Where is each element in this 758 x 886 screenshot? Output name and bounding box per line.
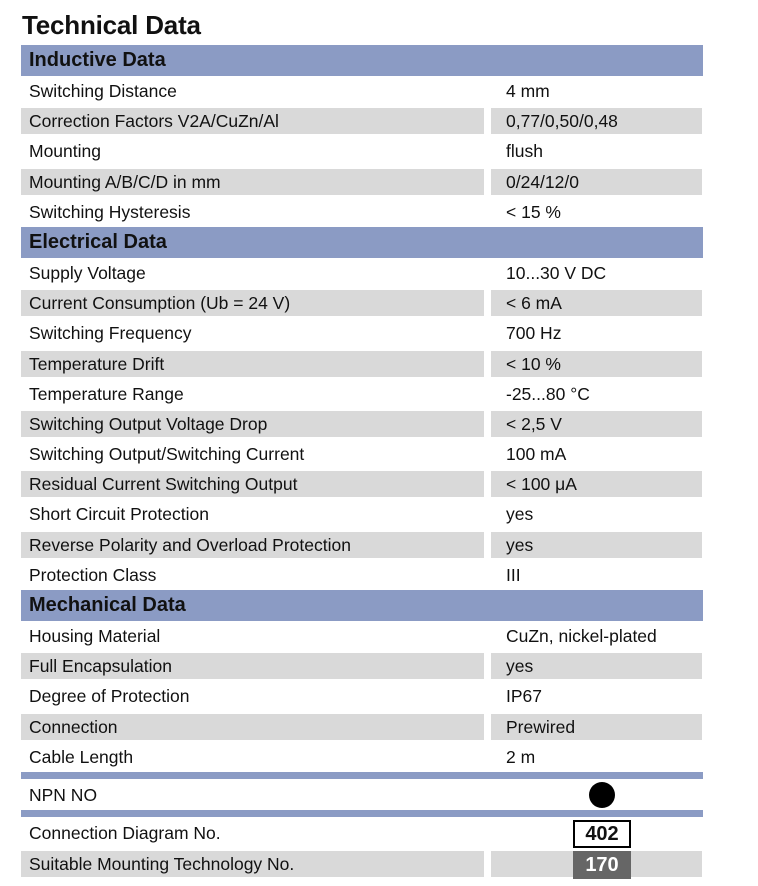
table-row	[21, 621, 703, 651]
row-label: Cable Length	[29, 746, 134, 767]
row-value: 4 mm	[506, 81, 550, 101]
row-label: Mounting A/B/C/D in mm	[21, 169, 484, 195]
row-value: CuZn, nickel-plated	[506, 626, 657, 646]
row-value: yes	[491, 532, 702, 558]
table-row	[21, 76, 703, 106]
row-value: 0,77/0,50/0,48	[491, 108, 702, 134]
mounting-technology-label: Suitable Mounting Technology No.	[21, 851, 484, 877]
row-label: Current Consumption (Ub = 24 V)	[21, 290, 484, 316]
table-row	[21, 469, 703, 499]
table-row	[21, 288, 703, 318]
row-value: yes	[506, 504, 534, 525]
row-label: Short Circuit Protection	[29, 504, 209, 525]
row-value: < 10 %	[491, 351, 702, 377]
row-label: Reverse Polarity and Overload Protection	[21, 532, 484, 558]
table-row	[21, 136, 703, 166]
table-row	[21, 409, 703, 439]
row-label: Switching Output/Switching Current	[29, 444, 305, 465]
row-label: Temperature Drift	[21, 351, 484, 377]
row-label: Switching Frequency	[29, 323, 192, 344]
table-row	[21, 560, 703, 590]
row-value: flush	[506, 141, 543, 162]
row-value: < 15 %	[506, 201, 561, 222]
table-row	[21, 681, 703, 711]
table-row	[21, 651, 703, 681]
row-label: Housing Material	[29, 626, 161, 646]
table-row	[21, 197, 703, 227]
row-label: Switching Output Voltage Drop	[21, 411, 484, 437]
row-value: 100 mA	[506, 444, 567, 465]
output-type-label: NPN NO	[29, 784, 98, 805]
row-value: 10...30 V DC	[506, 262, 607, 283]
row-label: Full Encapsulation	[21, 653, 484, 679]
page-title: Technical Data	[22, 10, 201, 40]
row-label: Correction Factors V2A/CuZn/Al	[21, 108, 484, 134]
row-label: Switching Hysteresis	[29, 201, 191, 222]
table-row	[21, 379, 703, 409]
section-divider	[21, 810, 703, 817]
row-value: 2 m	[506, 746, 536, 767]
row-label: Switching Distance	[29, 81, 177, 101]
table-row	[21, 530, 703, 560]
table-row	[21, 167, 703, 197]
table-row	[21, 499, 703, 529]
mounting-technology-number: 170	[573, 851, 631, 879]
row-label: Supply Voltage	[29, 262, 146, 283]
row-value: Prewired	[491, 714, 702, 740]
mounting-technology-row	[21, 848, 703, 879]
row-value: < 6 mA	[491, 290, 702, 316]
connection-diagram-row	[21, 817, 703, 848]
table-row	[21, 712, 703, 742]
row-value: 700 Hz	[506, 323, 562, 344]
connection-diagram-label: Connection Diagram No.	[29, 822, 221, 843]
technical-data-table	[21, 45, 703, 879]
table-row	[21, 258, 703, 288]
row-label: Temperature Range	[29, 383, 184, 404]
output-type-row	[21, 779, 703, 810]
section-divider	[21, 772, 703, 779]
row-value: < 2,5 V	[491, 411, 702, 437]
row-label: Connection	[21, 714, 484, 740]
row-value: IP67	[506, 686, 542, 707]
row-value: < 100 μA	[491, 471, 702, 497]
table-row	[21, 742, 703, 772]
section-header-inductive: Inductive Data	[21, 45, 703, 76]
row-label: Protection Class	[29, 564, 157, 585]
table-row	[21, 439, 703, 469]
row-value: yes	[491, 653, 702, 679]
row-value: 0/24/12/0	[491, 169, 702, 195]
table-row	[21, 106, 703, 136]
section-header-mechanical: Mechanical Data	[21, 590, 703, 621]
row-label: Residual Current Switching Output	[21, 471, 484, 497]
row-label: Mounting	[29, 141, 101, 162]
filled-circle-icon	[589, 782, 615, 808]
table-row	[21, 349, 703, 379]
row-value: III	[506, 564, 521, 585]
section-header-electrical: Electrical Data	[21, 227, 703, 258]
row-label: Degree of Protection	[29, 686, 190, 707]
row-value: -25...80 °C	[506, 383, 590, 404]
table-row	[21, 318, 703, 348]
connection-diagram-number: 402	[573, 820, 631, 848]
